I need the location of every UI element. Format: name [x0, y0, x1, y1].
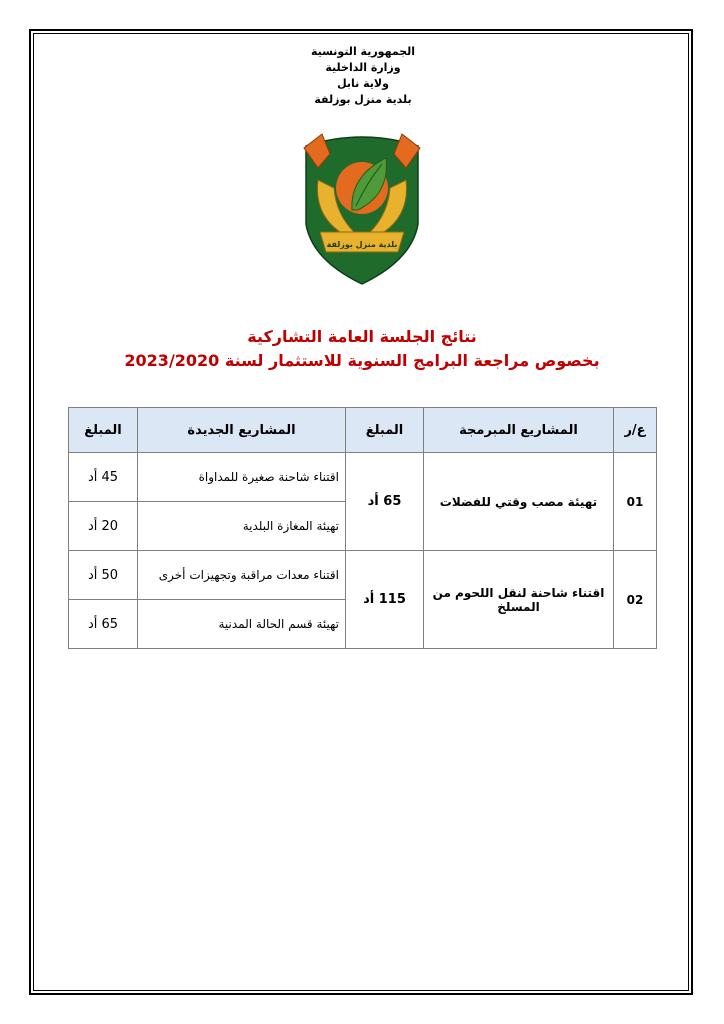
document-title: [80, 325, 644, 373]
new-project: تهيئة المغازة البلدية: [138, 502, 346, 551]
letterhead-governorate: ولاية نابل: [337, 77, 389, 90]
projects-table: [68, 407, 657, 649]
title-line-1: نتائج الجلسة العامة التشاركية: [247, 327, 477, 346]
header-new-projects: المشاريع الجديدة: [138, 408, 346, 453]
header-amount: المبلغ: [346, 408, 424, 453]
row-number: 02: [614, 551, 657, 649]
table-header-row: [69, 408, 657, 453]
letterhead-ministry: وزارة الداخلية: [325, 61, 401, 74]
municipality-logo: [300, 128, 424, 288]
letterhead-municipality: بلدية منزل بوزلفة: [314, 93, 412, 106]
table-row: [69, 551, 657, 600]
title-line-2: بخصوص مراجعة البرامج السنوية للاستثمار لسنة 2023/2020: [124, 351, 600, 370]
header-number: ع/ر: [614, 408, 657, 453]
new-amount: 65 أد: [69, 600, 138, 649]
new-amount: 20 أد: [69, 502, 138, 551]
programmed-project: اقتناء شاحنة لنقل اللحوم من المسلخ: [424, 551, 614, 649]
letterhead-republic: الجمهورية التونسية: [310, 45, 416, 58]
header-new-amount: المبلغ: [69, 408, 138, 453]
new-amount: 50 أد: [69, 551, 138, 600]
new-project: تهيئة قسم الحالة المدنية: [138, 600, 346, 649]
letterhead: [250, 44, 476, 108]
table-row: [69, 453, 657, 502]
new-project: اقتناء معدات مراقبة وتجهيزات أخرى: [138, 551, 346, 600]
programmed-amount: 115 أد: [346, 551, 424, 649]
logo-caption: بلدية منزل بوزلفة: [326, 240, 398, 249]
programmed-project: تهيئة مصب وقتي للفضلات: [424, 453, 614, 551]
header-programmed-projects: المشاريع المبرمجة: [424, 408, 614, 453]
new-project: اقتناء شاحنة صغيرة للمداواة: [138, 453, 346, 502]
new-amount: 45 أد: [69, 453, 138, 502]
programmed-amount: 65 أد: [346, 453, 424, 551]
row-number: 01: [614, 453, 657, 551]
